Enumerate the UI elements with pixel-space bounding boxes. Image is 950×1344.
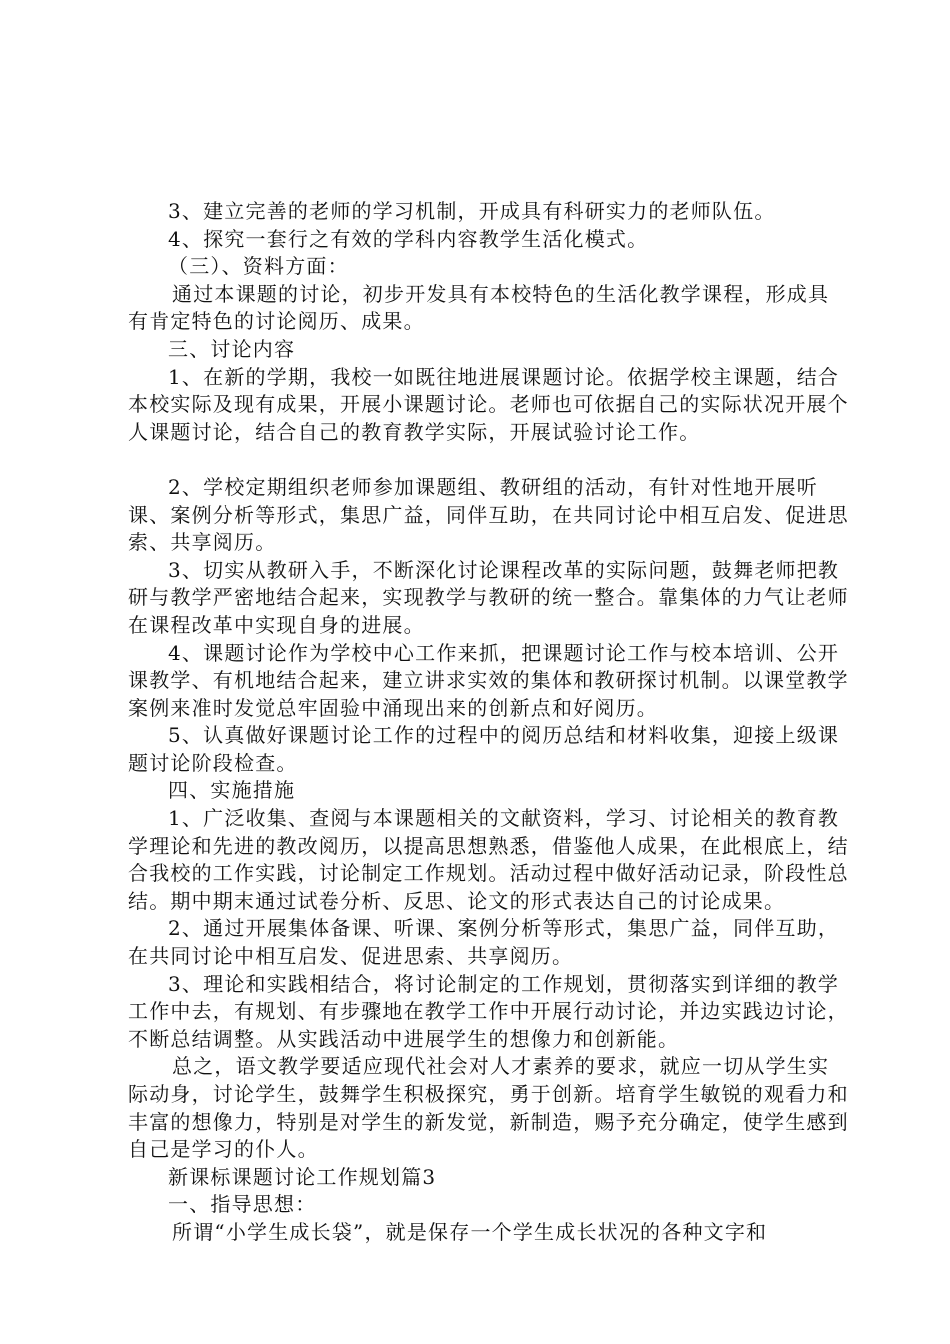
- paragraph-10: 2、通过开展集体备课、听课、案例分析等形式，集思广益，同伴互助，在共同讨论中相互启发、促进思索、共享阅历。: [128, 916, 840, 969]
- paragraph-1: 3、建立完善的老师的学习机制，开成具有科研实力的老师队伍。: [168, 199, 776, 223]
- paragraph-summary: 总之，语文教学要适应现代社会对人才素养的要求，就应一切从学生实际动身，讨论学生，鼓舞学生积极探究，勇于创新。培育学生敏锐的观看力和丰富的想像力，特别是对学生的新发觉，新制造，赐予充分确定，使学生感到自己是学习的仆人。: [128, 1054, 849, 1162]
- paragraph-11: 3、理论和实践相结合，将讨论制定的工作规划，贯彻落实到详细的教学工作中去，有规划、有步骤地在教学工作中开展行动讨论，并边实践边讨论，不断总结调整。从实践活动中进展学生的想像力和创新能。: [128, 971, 849, 1051]
- document-body: [128, 198, 850, 1247]
- paragraph-3: 通过本课题的讨论，初步开发具有本校特色的生活化教学课程，形成具有肯定特色的讨论阅历、成果。: [128, 281, 830, 334]
- paragraph-7: 4、课题讨论作为学校中心工作来抓，把课题讨论工作与校本培训、公开课教学、有机地结合起来，建立讲求实效的集体和教研探讨机制。以课堂教学案例来准时发觉总牢固验中涌现出来的创新点和好阅历。: [128, 640, 849, 720]
- paragraph-6: 3、切实从教研入手，不断深化讨论课程改革的实际问题，鼓舞老师把教研与教学严密地结合起来，实现教学与教研的统一整合。靠集体的力气让老师在课程改革中实现自身的进展。: [128, 557, 849, 637]
- paragraph-8: 5、认真做好课题讨论工作的过程中的阅历总结和材料收集，迎接上级课题讨论阶段检查。: [128, 723, 840, 775]
- section-heading-materials: （三）、资料方面：: [168, 254, 349, 279]
- paragraph-4: 1、在新的学期，我校一如既往地进展课题讨论。依据学校主课题，结合本校实际及现有成果，开展小课题讨论。老师也可依据自己的实际状况开展个人课题讨论，结合自己的教育教学实际，开展试验讨论工作。: [128, 364, 849, 444]
- paragraph-12: 所谓“小学生成长袋”，就是保存一个学生成长状况的各种文字和: [172, 1219, 768, 1244]
- section-heading-measures: 四、实施措施: [168, 778, 296, 803]
- paragraph-9: 1、广泛收集、查阅与本课题相关的文献资料，学习、讨论相关的教育教学理论和先进的教改阅历，以提高思想熟悉，借鉴他人成果，在此根底上，结合我校的工作实践，讨论制定工作规划。活动过程中做好活动记录，阶段性总结。期中期末通过试卷分析、反思、论文的形式表达自己的讨论成果。: [128, 806, 849, 913]
- section-heading-research-content: 三、讨论内容: [168, 336, 296, 361]
- chapter-title: 新课标课题讨论工作规划篇3: [168, 1164, 437, 1189]
- section-heading-guiding-idea: 一、指导思想：: [168, 1192, 317, 1217]
- paragraph-5: 2、学校定期组织老师参加课题组、教研组的活动，有针对性地开展听课、案例分析等形式，集思广益，同伴互助，在共同讨论中相互启发、促进思索、共享阅历。: [128, 474, 849, 555]
- paragraph-2: 4、探究一套行之有效的学科内容教学生活化模式。: [168, 226, 649, 251]
